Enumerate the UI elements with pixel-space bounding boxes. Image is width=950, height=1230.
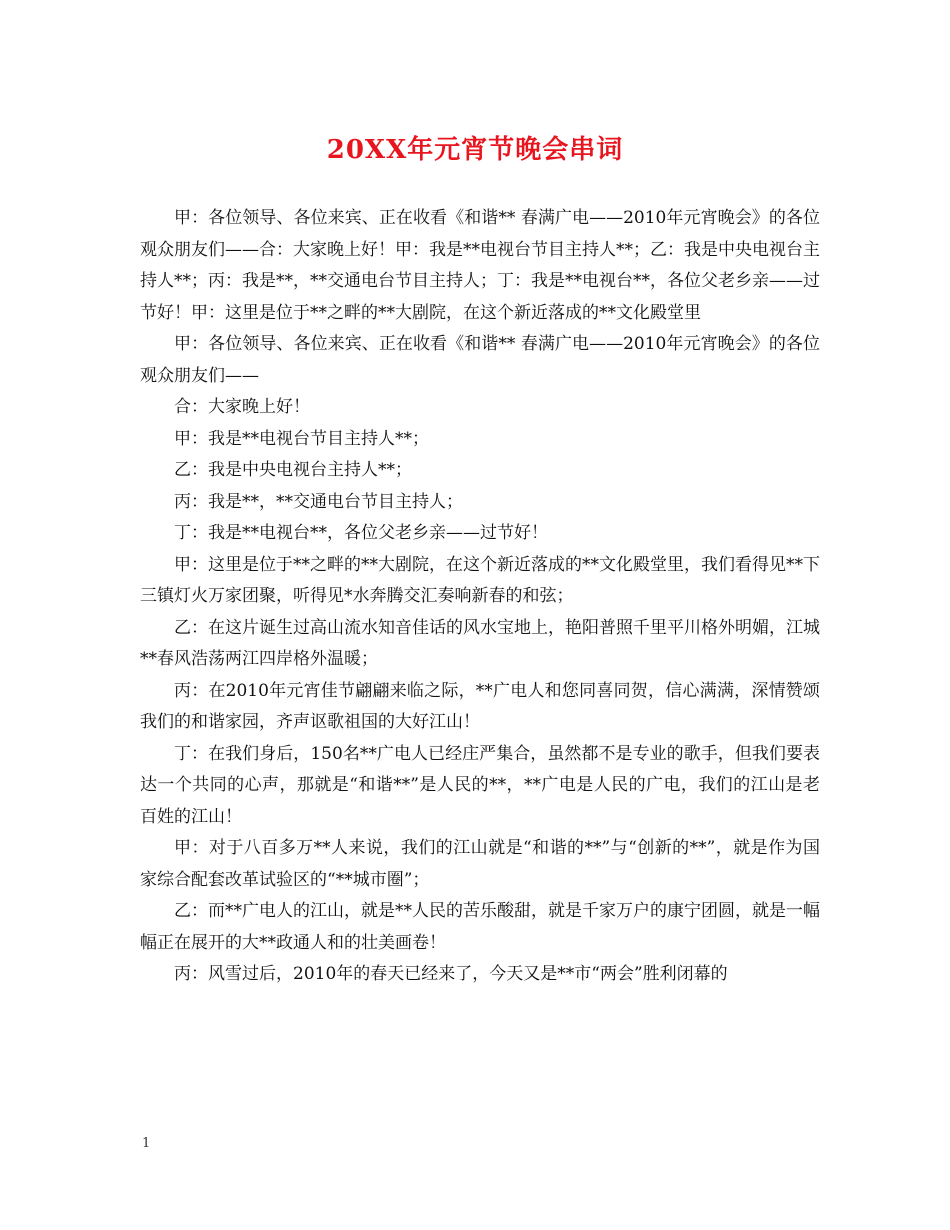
- document-title: 20XX年元宵节晚会串词: [326, 135, 624, 165]
- paragraph: 丙：在2010年元宵佳节翩翩来临之际，**广电人和您同喜同贺，信心满满，深情赞颂我们的和谐家园，齐声讴歌祖国的大好江山！: [140, 680, 820, 732]
- paragraph: 甲：各位领导、各位来宾、正在收看《和谐** 春满广电——2010年元宵晚会》的各位观众朋友们——合：大家晚上好！甲：我是**电视台节目主持人**；乙：我是中央电视台主持人**；丙：我是**，**交通电台节目主持人；丁：我是**电视台**，各位父老乡亲——过节好！甲：这里是位于**之畔的**大剧院，在这个新近落成的**文化殿堂里: [140, 208, 820, 323]
- paragraph: 甲：各位领导、各位来宾、正在收看《和谐** 春满广电——2010年元宵晚会》的各位观众朋友们——: [140, 334, 820, 386]
- paragraph: 甲：我是**电视台节目主持人**；: [174, 428, 429, 449]
- page-number: 1: [142, 1136, 151, 1151]
- paragraph: 丁：在我们身后，150名**广电人已经庄严集合，虽然都不是专业的歌手，但我们要表达一个共同的心声，那就是“和谐**”是人民的**，**广电是人民的广电，我们的江山是老百姓的江山！: [140, 743, 820, 827]
- paragraph: 乙：我是中央电视台主持人**；: [174, 460, 412, 480]
- paragraph: 甲：对于八百多万**人来说，我们的江山就是“和谐的**”与“创新的**”，就是作为国家综合配套改革试验区的“**城市圈”；: [140, 838, 820, 890]
- paragraph: 乙：在这片诞生过高山流水知音佳话的风水宝地上，艳阳普照千里平川格外明媚，江城**春风浩荡两江四岸格外温暖；: [140, 617, 820, 669]
- paragraph: 丙：风雪过后，2010年的春天已经来了，今天又是**市“两会”胜利闭幕的: [174, 964, 728, 984]
- paragraph: 丁：我是**电视台**，各位父老乡亲——过节好！: [174, 523, 548, 543]
- document-body: [140, 203, 820, 991]
- paragraph: 合：大家晚上好！: [174, 397, 310, 417]
- paragraph: 丙：我是**，**交通电台节目主持人；: [174, 491, 463, 512]
- paragraph: 乙：而**广电人的江山，就是**人民的苦乐酸甜，就是千家万户的康宁团圆，就是一幅幅正在展开的大**政通人和的壮美画卷！: [140, 901, 820, 953]
- paragraph: 甲：这里是位于**之畔的**大剧院，在这个新近落成的**文化殿堂里，我们看得见**下三镇灯火万家团聚，听得见*水奔腾交汇奏响新春的和弦；: [140, 554, 820, 606]
